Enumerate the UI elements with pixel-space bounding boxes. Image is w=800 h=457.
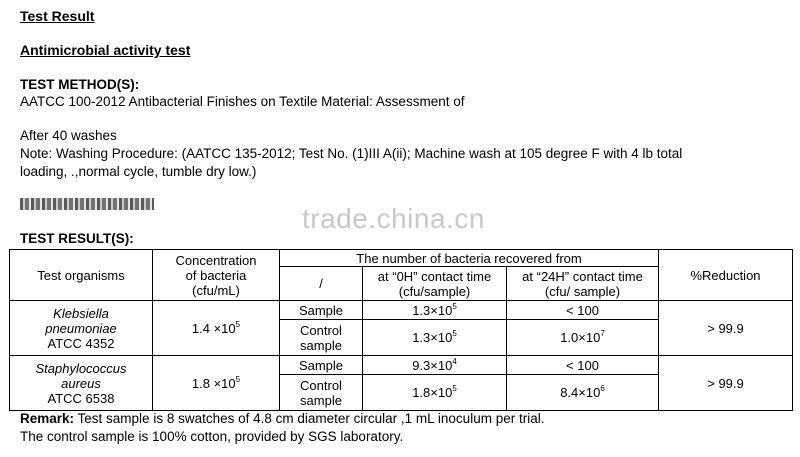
header-24h-line-1: at “24H” contact time [522, 268, 643, 284]
control-24h-exponent: 7 [600, 329, 605, 338]
table-row [10, 356, 793, 375]
control-24h-exponent: 6 [600, 384, 605, 393]
organism-name-line-2: pneumoniae [45, 320, 117, 336]
obscured-heading [20, 198, 154, 210]
sample-label-cell: Sample [280, 356, 363, 375]
header-reduction: %Reduction [659, 250, 793, 301]
remark-line-1 [20, 411, 544, 426]
remark-line-2: The control sample is 100% cotton, provided by SGS laboratory. [20, 429, 404, 444]
sample-0h-cell [363, 301, 507, 320]
concentration-value: 1.4 ×10 [191, 320, 236, 336]
header-slash: / [280, 267, 363, 301]
control-24h-value: 1.0×10 [560, 330, 601, 345]
washes-line: After 40 washes [20, 128, 117, 143]
control-label-line-1: Control [300, 322, 342, 338]
control-0h-value: 1.8×10 [412, 385, 453, 400]
header-24h-line-2: (cfu/ sample) [544, 283, 621, 299]
sample-24h-cell: < 100 [507, 301, 659, 320]
concentration-exponent: 5 [235, 319, 241, 329]
watermark: trade.china.cn [302, 203, 485, 234]
sample-0h-exponent: 5 [452, 301, 457, 311]
control-label-cell [280, 375, 363, 411]
organism-strain: ATCC 4352 [47, 335, 115, 351]
control-0h-value: 1.3×10 [412, 330, 453, 345]
header-recovered: The number of bacteria recovered from [280, 250, 659, 267]
header-0h [363, 267, 507, 301]
header-concentration [153, 250, 280, 301]
reduction-cell: > 99.9 [659, 301, 793, 356]
header-24h [507, 267, 659, 301]
table-row [10, 301, 793, 320]
organism-strain: ATCC 6538 [47, 390, 115, 406]
remark-text: Test sample is 8 swatches of 4.8 cm diameter circular ,1 mL inoculum per trial. [74, 411, 545, 426]
organism-name-line-1: Staphylococcus [35, 360, 127, 376]
sample-label-cell: Sample [280, 301, 363, 320]
sample-0h-exponent: 4 [452, 356, 457, 366]
concentration-cell [153, 301, 280, 356]
sample-0h-cell [363, 356, 507, 375]
concentration-value: 1.8 ×10 [191, 375, 236, 391]
concentration-exponent: 5 [235, 374, 241, 384]
organism-name-line-1: Klebsiella [53, 305, 109, 321]
sample-0h-value: 9.3×10 [412, 357, 453, 373]
note-line-2: loading, .,normal cycle, tumble dry low.) [20, 164, 257, 179]
control-label-line-2: sample [300, 337, 342, 353]
header-0h-line-1: at “0H” contact time [377, 268, 492, 284]
document-title: Test Result [20, 8, 95, 24]
header-organisms: Test organisms [10, 250, 153, 301]
header-0h-line-2: (cfu/sample) [398, 283, 471, 299]
sample-0h-value: 1.3×10 [412, 302, 453, 318]
remark-label: Remark: [20, 411, 75, 426]
control-24h-cell [507, 320, 659, 356]
results-label: TEST RESULT(S): [20, 231, 134, 246]
control-0h-cell [363, 320, 507, 356]
organism-name-line-2: aureus [61, 375, 101, 391]
control-0h-cell [363, 375, 507, 411]
header-concentration-line-2: of bacteria [185, 267, 247, 283]
organism-cell [10, 356, 153, 411]
method-label: TEST METHOD(S): [20, 77, 140, 92]
control-label-cell [280, 320, 363, 356]
organism-cell [10, 301, 153, 356]
control-24h-cell [507, 375, 659, 411]
reduction-cell: > 99.9 [659, 356, 793, 411]
sample-24h-cell: < 100 [507, 356, 659, 375]
control-0h-exponent: 5 [452, 329, 457, 338]
concentration-cell [153, 356, 280, 411]
header-concentration-line-1: Concentration [175, 252, 257, 268]
table-header-row [10, 250, 793, 267]
section-subtitle: Antimicrobial activity test [20, 42, 191, 58]
header-concentration-line-3: (cfu/mL) [192, 282, 240, 298]
control-0h-exponent: 5 [452, 384, 457, 393]
method-line: AATCC 100-2012 Antibacterial Finishes on Textile Material: Assessment of [20, 94, 465, 109]
control-label-line-1: Control [300, 377, 342, 393]
note-line-1: Note: Washing Procedure: (AATCC 135-2012; Test No. (1)III A(ii); Machine wash at 105 degree F with 4 lb total [20, 146, 683, 161]
control-label-line-2: sample [300, 392, 342, 408]
results-table [9, 249, 793, 411]
control-24h-value: 8.4×10 [560, 385, 601, 400]
